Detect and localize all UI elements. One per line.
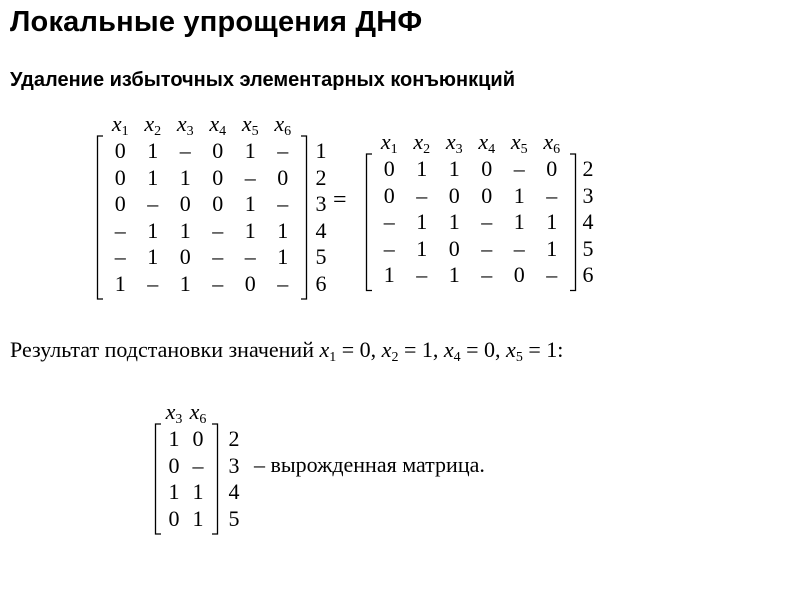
matrix-cell: 1: [546, 235, 558, 261]
matrix-cell: –: [212, 217, 224, 243]
matrix-cell: –: [114, 217, 126, 243]
matrix-cell: 0: [114, 191, 126, 216]
matrix-variable-label: $x_6$: [274, 111, 292, 139]
matrix-cell: –: [244, 244, 256, 269]
matrix-cell: 0: [383, 182, 395, 208]
matrix-cell: –: [481, 262, 493, 287]
matrix-row: [373, 236, 598, 262]
substitution-assignment: $x_2 = 1$: [381, 337, 433, 365]
matrix-cell: 1: [179, 270, 191, 296]
matrix-cell: 0: [179, 191, 191, 216]
substitution-assignment: $x_5 = 1$: [506, 337, 558, 365]
matrix-cell: 0: [192, 426, 204, 451]
matrix-cell: –: [244, 164, 256, 190]
variable-index: 3: [175, 412, 183, 427]
matrix-cell: 0: [212, 191, 224, 216]
matrix-row-label: 3: [228, 452, 240, 478]
matrix-row: [373, 183, 598, 209]
matrix-cell: –: [147, 191, 159, 216]
matrix-cell: 0: [546, 156, 558, 181]
variable-index: 4: [488, 142, 496, 157]
matrix-variable-label: $x_6$: [189, 399, 207, 427]
matrix-row-label: 5: [315, 244, 327, 269]
section-subtitle: Удаление избыточных элементарных конъюнкций: [10, 69, 515, 91]
matrix-row: [104, 244, 331, 270]
matrix-cell: 1: [179, 164, 191, 190]
substitution-assignment: $x_1 = 0$: [319, 337, 371, 365]
matrix-cell: 0: [481, 156, 493, 181]
matrix-cell: –: [277, 191, 289, 216]
matrix-row-label: 2: [228, 426, 240, 451]
matrix-cell: –: [546, 262, 558, 287]
matrix-cell: 0: [168, 505, 180, 531]
matrix-variable-label: $x_2$: [144, 111, 162, 139]
matrix-cell: 1: [192, 479, 204, 504]
matrix-row-label: 1: [315, 138, 327, 163]
matrix-cell: 0: [277, 164, 289, 190]
matrix-cell: 1: [192, 505, 204, 531]
matrix-cell: 0: [114, 164, 126, 190]
matrix-cell: –: [277, 270, 289, 296]
matrix-cell: –: [513, 235, 525, 261]
page-title: Локальные упрощения ДНФ: [10, 6, 423, 38]
variable-index: 6: [199, 412, 207, 427]
matrix-cell: 1: [168, 426, 180, 451]
matrix-row-label: 4: [582, 209, 594, 234]
matrix-cell: –: [212, 270, 224, 296]
matrix-row-label: 5: [582, 235, 594, 261]
variable-index: 3: [186, 124, 194, 139]
matrix-variable-label: $x_5$: [510, 129, 528, 157]
matrix-cell: 1: [147, 244, 159, 269]
matrix-cell: 1: [546, 209, 558, 234]
matrix-cell: 1: [448, 156, 460, 181]
substitution-statement: Результат подстановки значений $x_1 = 0$, $x_2 = 1$, $x_4 = 0$, $x_5 = 1$:: [10, 337, 564, 365]
variable-index: 6: [553, 142, 561, 157]
variable-index: 1: [390, 142, 398, 157]
matrix-row: [104, 138, 331, 164]
matrix-row-label: 5: [228, 505, 240, 531]
matrix-cell: 1: [168, 479, 180, 504]
matrix-cell: –: [179, 138, 191, 163]
matrix-cell: –: [383, 235, 395, 261]
matrix-cell: 1: [244, 217, 256, 243]
matrix-row: [162, 426, 244, 452]
matrix-cell: 1: [244, 138, 256, 163]
matrix-row: [162, 506, 244, 532]
substitution-assignment: $x_4 = 0$: [443, 337, 496, 365]
matrix-cell: 0: [212, 164, 224, 190]
matrix-variable-label: $x_6$: [543, 129, 561, 157]
matrix-cell: 1: [147, 164, 159, 190]
matrix-cell: –: [192, 452, 204, 478]
matrix-cell: –: [277, 138, 289, 163]
matrix-variable-label: $x_5$: [241, 111, 259, 139]
matrix-cell: –: [212, 244, 224, 269]
matrix-row: [104, 165, 331, 191]
matrix-row: [373, 262, 598, 288]
left-bracket: [154, 423, 162, 535]
matrix-variable-label: $x_1$: [111, 111, 129, 139]
matrix-variable-label: $x_3$: [165, 399, 183, 427]
matrix-cell: 0: [179, 244, 191, 269]
matrix-cell: 1: [448, 209, 460, 234]
matrix-cell: 0: [448, 235, 460, 261]
matrix-cell: 1: [513, 182, 525, 208]
matrix-cell: 1: [179, 217, 191, 243]
matrix-row-label: 3: [582, 182, 594, 208]
matrix-variable-label: $x_1$: [380, 129, 398, 157]
matrix-row-label: 4: [228, 479, 240, 504]
matrix-row-label: 6: [315, 270, 327, 296]
matrix-cell: –: [416, 182, 428, 208]
matrix-cell: 1: [416, 209, 428, 234]
matrix-cell: –: [147, 270, 159, 296]
variable-index: 2: [423, 142, 431, 157]
matrix-row-label: 3: [315, 191, 327, 216]
matrix-cell: –: [513, 156, 525, 181]
left-bracket: [365, 153, 373, 292]
matrix-cell: 0: [244, 270, 256, 296]
matrix-variable-label: $x_4$: [478, 129, 496, 157]
matrix-cell: 1: [147, 138, 159, 163]
matrix-row-label: 2: [582, 156, 594, 181]
matrix-cell: 0: [114, 138, 126, 163]
matrix-cell: 0: [448, 182, 460, 208]
matrix-cell: 1: [147, 217, 159, 243]
matrix-variable-label: $x_3$: [176, 111, 194, 139]
left-bracket: [96, 135, 104, 300]
matrix-row-label: 2: [315, 164, 327, 190]
matrix-row: [162, 453, 244, 479]
matrix-row: [162, 479, 244, 505]
matrix-cell: 1: [383, 262, 395, 287]
matrix-cell: –: [416, 262, 428, 287]
matrix-row: [373, 156, 598, 182]
matrix-cell: 1: [277, 244, 289, 269]
matrix-cell: 1: [513, 209, 525, 234]
matrix-cell: –: [114, 244, 126, 269]
matrix-cell: –: [383, 209, 395, 234]
matrix-row: [104, 191, 331, 217]
matrix-cell: 0: [513, 262, 525, 287]
matrix-row: [373, 209, 598, 235]
matrix-cell: –: [481, 209, 493, 234]
matrix-row-label: 4: [315, 217, 327, 243]
matrix-variable-label: $x_3$: [445, 129, 463, 157]
matrix-cell: 1: [114, 270, 126, 296]
variable-index: 5: [520, 142, 528, 157]
matrix-cell: 1: [416, 156, 428, 181]
variable-index: 4: [219, 124, 227, 139]
substitution-prefix: Результат подстановки значений: [10, 337, 320, 362]
matrix-row-label: 6: [582, 262, 594, 287]
matrix-cell: 0: [168, 452, 180, 478]
matrix-cell: 1: [448, 262, 460, 287]
matrix-variable-label: $x_2$: [413, 129, 431, 157]
matrix-row: [104, 271, 331, 297]
degenerate-matrix-caption: – вырожденная матрица.: [254, 452, 485, 477]
variable-index: 6: [284, 124, 292, 139]
matrix-cell: 0: [212, 138, 224, 163]
matrix-cell: –: [546, 182, 558, 208]
matrix-cell: 1: [244, 191, 256, 216]
matrix-cell: 0: [383, 156, 395, 181]
matrix-cell: 1: [416, 235, 428, 261]
variable-index: 3: [455, 142, 463, 157]
matrix-cell: –: [481, 235, 493, 261]
variable-index: 5: [251, 124, 259, 139]
matrix-cell: 1: [277, 217, 289, 243]
variable-index: 2: [154, 124, 162, 139]
variable-index: 1: [121, 124, 129, 139]
matrix-cell: 0: [481, 182, 493, 208]
equals-sign: =: [333, 187, 347, 213]
matrix-variable-label: $x_4$: [209, 111, 227, 139]
matrix-row: [104, 218, 331, 244]
